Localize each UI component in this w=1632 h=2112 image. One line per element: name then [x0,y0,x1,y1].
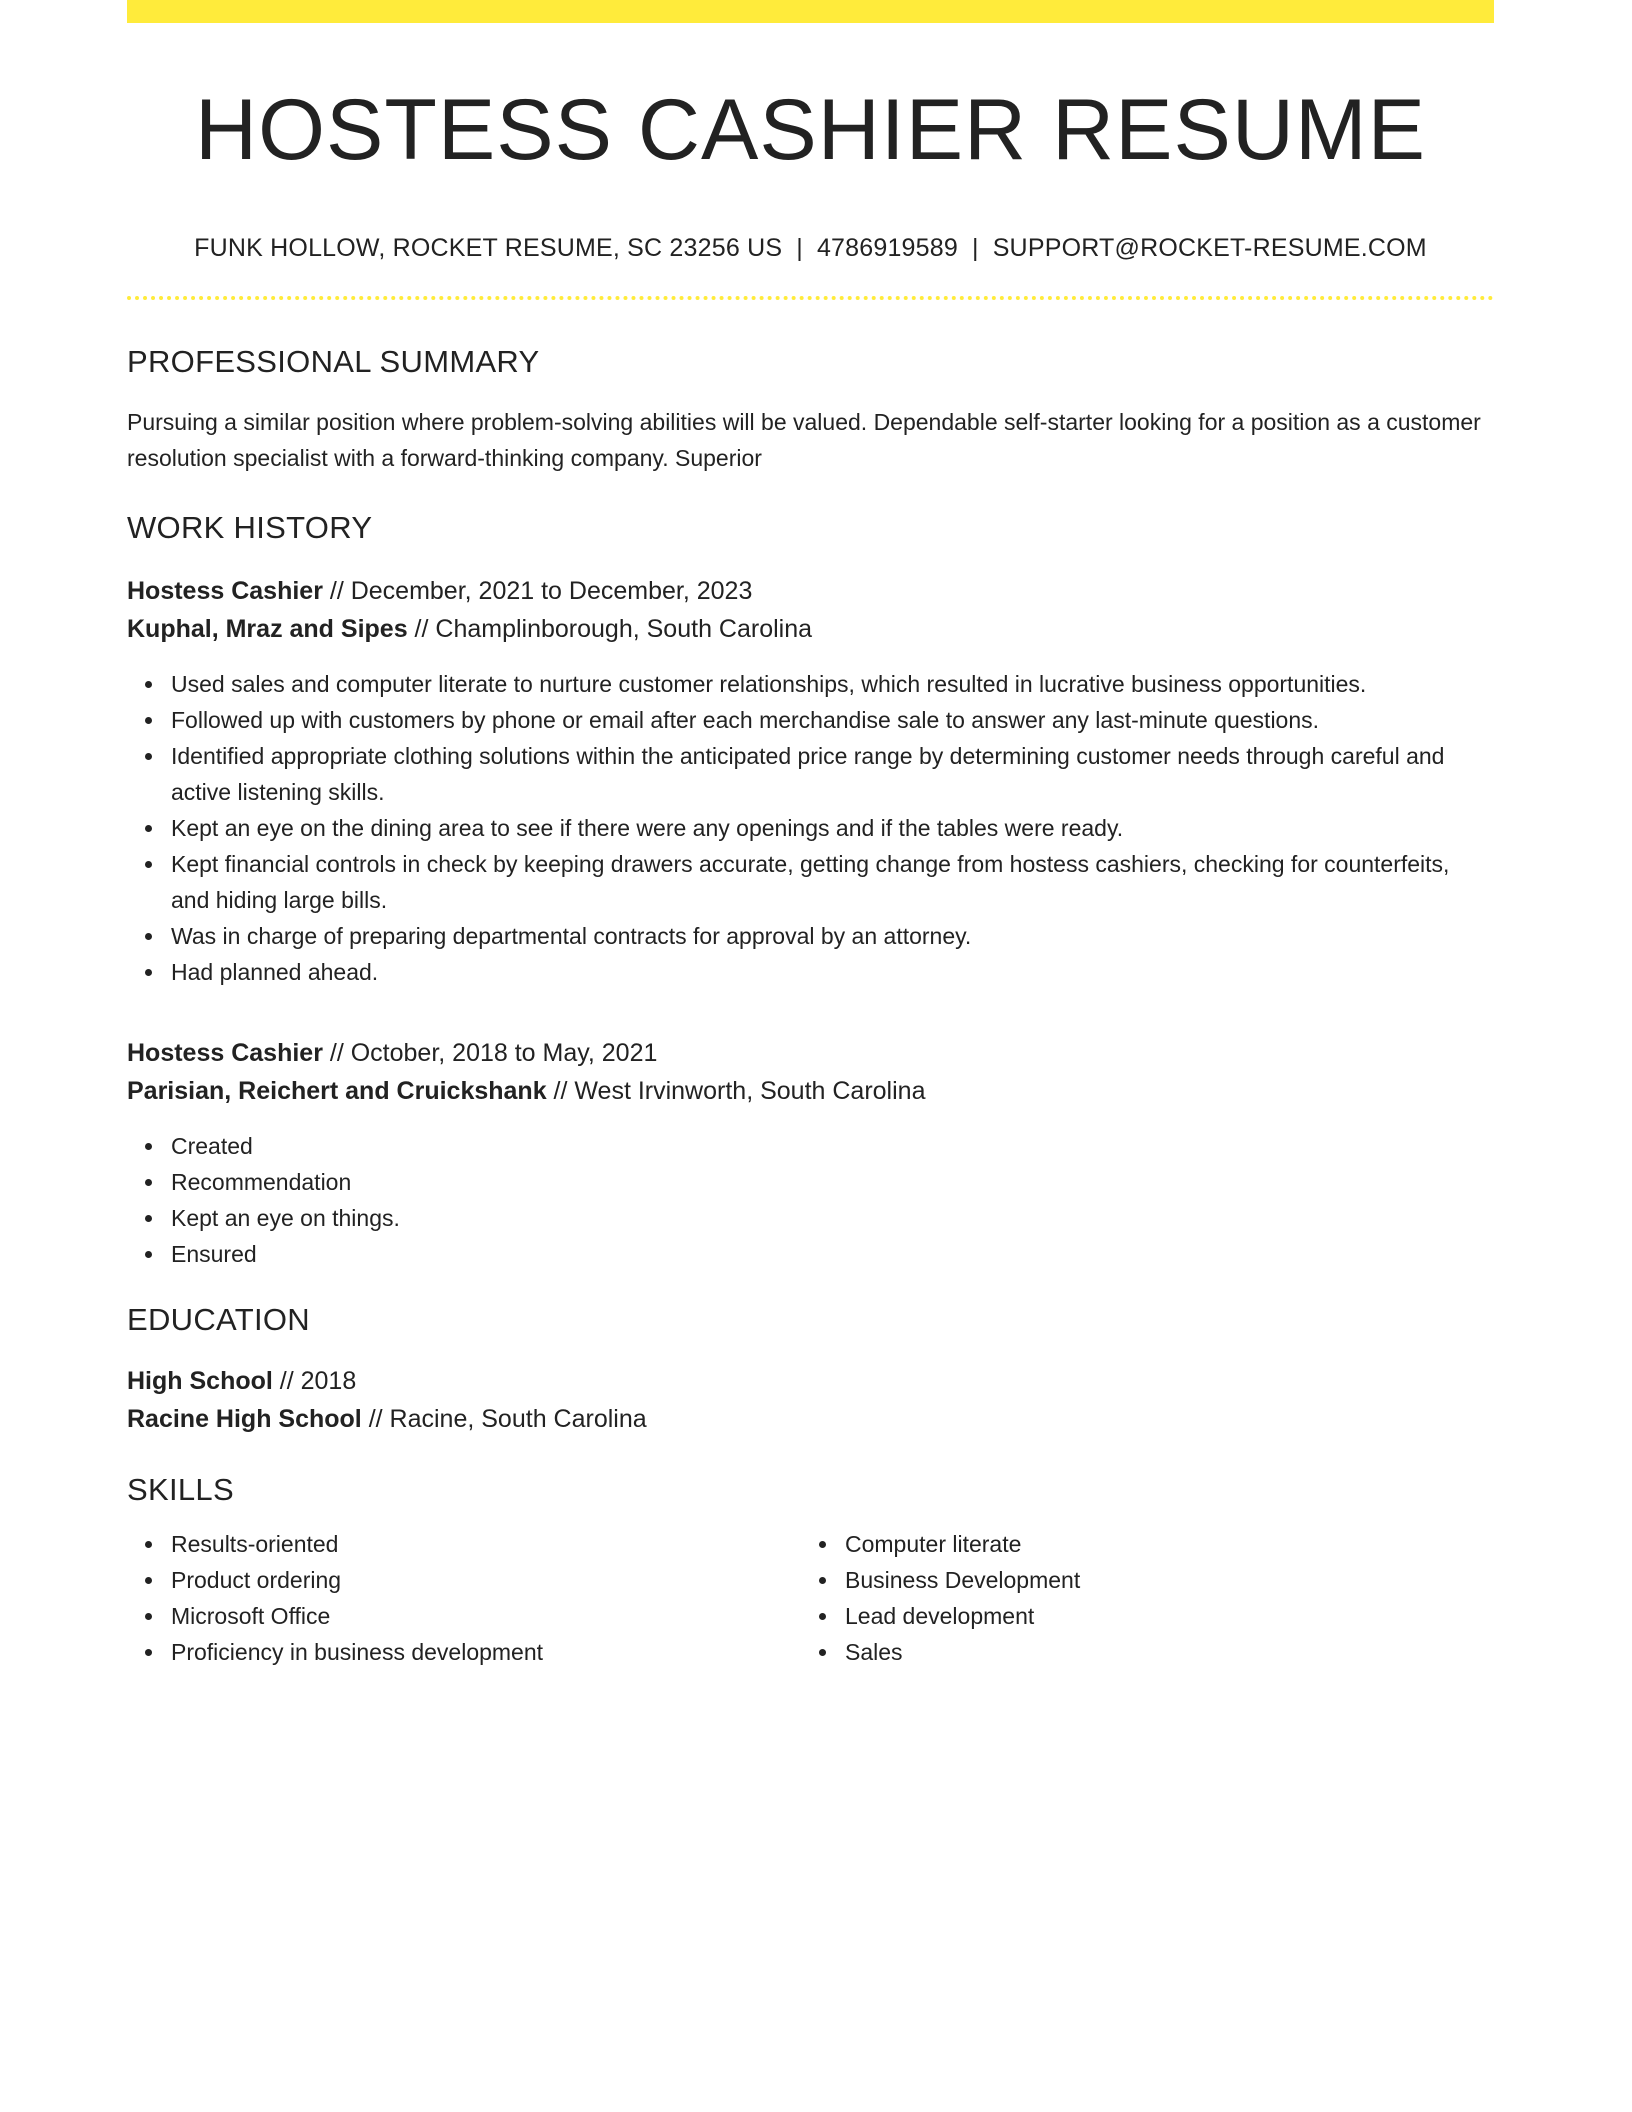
list-item: Ensured [171,1236,1494,1272]
job-entry [127,572,1494,990]
skill-item: Sales [845,1634,1475,1670]
list-item: Used sales and computer literate to nurture customer relationships, which resulted in lucrative business opportunities. [171,666,1494,702]
list-item: Kept an eye on things. [171,1200,1494,1236]
email: SUPPORT@ROCKET-RESUME.COM [992,233,1427,262]
job-bullets [127,666,1494,990]
list-item: Created [171,1128,1494,1164]
skills-list [127,1526,1494,1670]
job-dates: // December, 2021 to December, 2023 [322,576,753,605]
job-role: Hostess Cashier [127,576,323,605]
job-role-line [127,1034,1494,1072]
list-item: Kept an eye on the dining area to see if there were any openings and if the tables were ready. [171,810,1494,846]
accent-bar [127,0,1494,23]
summary-text: Pursuing a similar position where problem-solving abilities will be valued. Dependable self-starter looking for a position as a customer resolution specialist with a forward-thinking company. Superior [127,408,1481,471]
education-school-line [127,1400,1494,1438]
list-item: Was in charge of preparing departmental contracts for approval by an attorney. [171,918,1494,954]
skill-item: Lead development [845,1598,1475,1634]
job-entry [127,1034,1494,1272]
skill-item: Results-oriented [171,1526,801,1562]
education-degree-line [127,1362,1494,1400]
education-location: // Racine, South Carolina [361,1404,647,1433]
skill-item: Product ordering [171,1562,801,1598]
education-degree: High School [127,1366,273,1395]
section-title-summary: PROFESSIONAL SUMMARY [127,343,540,379]
job-location: // West Irvinworth, South Carolina [546,1076,926,1105]
header-divider [127,296,1494,300]
skills-column-right [801,1526,1475,1670]
address: FUNK HOLLOW, ROCKET RESUME, SC 23256 US [194,233,783,262]
skill-item: Computer literate [845,1526,1475,1562]
resume-page [127,0,1494,1670]
job-role: Hostess Cashier [127,1038,323,1067]
phone: 4786919589 [816,233,958,262]
education-school: Racine High School [127,1404,362,1433]
section-title-education: EDUCATION [127,1301,310,1337]
section-title-work: WORK HISTORY [127,509,373,545]
job-role-line [127,572,1494,610]
job-company: Parisian, Reichert and Cruickshank [127,1076,547,1105]
education-entry [127,1362,1494,1438]
list-item: Followed up with customers by phone or email after each merchandise sale to answer any last-minute questions. [171,702,1494,738]
job-company-line [127,1072,1494,1110]
job-company-line [127,610,1494,648]
list-item: Kept financial controls in check by keeping drawers accurate, getting change from hostess cashiers, checking for counterfeits, and hiding large bills. [171,846,1494,918]
skill-item: Business Development [845,1562,1475,1598]
job-dates: // October, 2018 to May, 2021 [322,1038,658,1067]
education-year: // 2018 [272,1366,357,1395]
skill-item: Microsoft Office [171,1598,801,1634]
contact-separator: | [796,233,803,262]
skill-item: Proficiency in business development [171,1634,801,1670]
resume-title: HOSTESS CASHIER RESUME [195,82,1426,178]
job-bullets [127,1128,1494,1272]
section-title-skills: SKILLS [127,1471,234,1507]
contact-line [127,234,1494,263]
skills-column-left [127,1526,801,1670]
list-item: Had planned ahead. [171,954,1494,990]
job-company: Kuphal, Mraz and Sipes [127,614,408,643]
list-item: Identified appropriate clothing solutions within the anticipated price range by determining customer needs through careful and active listening skills. [171,738,1494,810]
list-item: Recommendation [171,1164,1494,1200]
contact-separator: | [971,233,979,262]
job-location: // Champlinborough, South Carolina [407,614,813,643]
